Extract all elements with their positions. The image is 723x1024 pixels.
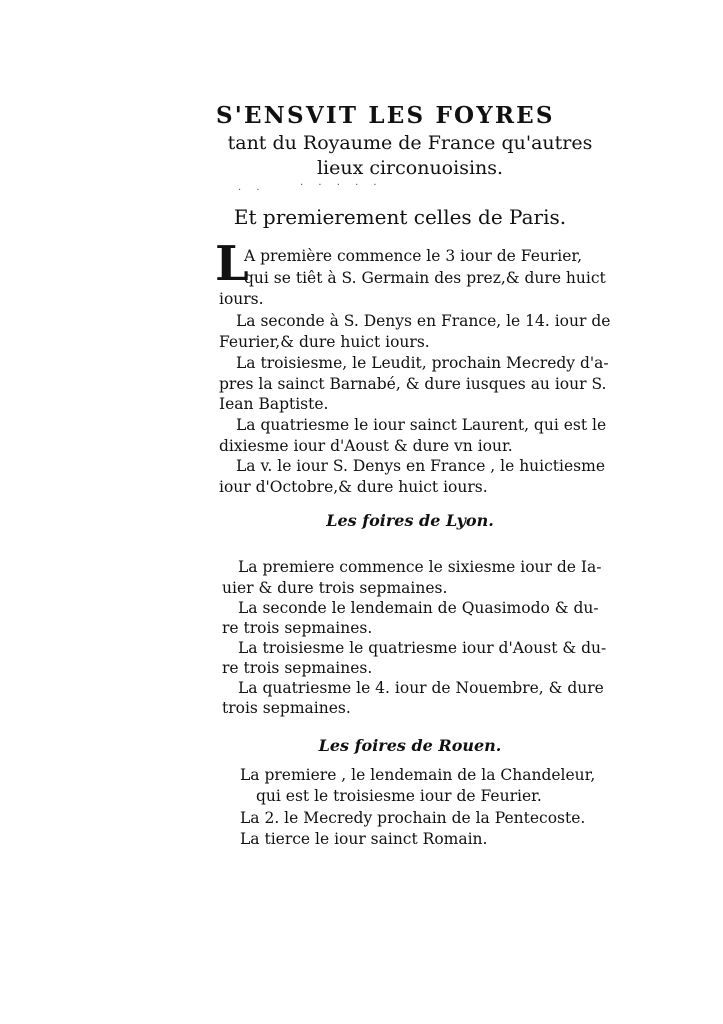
lyon-line: re trois sepmaines.	[222, 619, 373, 637]
paris-line: La seconde à S. Denys en France, le 14. iour de	[236, 312, 611, 330]
lyon-line: La premiere commence le sixiesme iour de Ia-	[238, 558, 602, 576]
paris-line: La quatriesme le iour sainct Laurent, qui est le	[236, 416, 607, 434]
lyon-line: La troisiesme le quatriesme iour d'Aoust & du-	[238, 639, 607, 657]
paris-line: pres la sainct Barnabé, & dure iusques au iour S.	[219, 375, 607, 393]
paris-line: La troisiesme, le Leudit, prochain Mecredy d'a-	[236, 354, 609, 372]
lyon-line: uier & dure trois sepmaines.	[222, 579, 448, 597]
section-heading-paris: Et premierement celles de Paris.	[233, 205, 567, 229]
paris-line: La v. le iour S. Denys en France , le huictiesme	[236, 457, 605, 475]
paris-line: dixiesme iour d'Aoust & dure vn iour.	[219, 437, 513, 455]
paris-line: iours.	[219, 290, 264, 308]
rouen-line: La tierce le iour sainct Romain.	[240, 830, 488, 848]
lyon-line: trois sepmaines.	[222, 699, 351, 717]
paris-line: Iean Baptiste.	[219, 395, 329, 413]
paris-line: qui se tiêt à S. Germain des prez,& dure huict	[244, 269, 606, 287]
paris-line: Feurier,& dure huict iours.	[219, 333, 430, 351]
rouen-line: La 2. le Mecredy prochain de la Pentecoste.	[240, 809, 586, 827]
lyon-line: La seconde le lendemain de Quasimodo & du-	[238, 599, 599, 617]
section-heading-lyon: Les foires de Lyon.	[326, 511, 494, 530]
document-subtitle-line-2: lieux circonuoisins.	[316, 157, 504, 179]
rouen-line: La premiere , le lendemain de la Chandeleur,	[240, 766, 596, 784]
lyon-line: re trois sepmaines.	[222, 659, 373, 677]
rouen-line: qui est le troisiesme iour de Feurier.	[256, 787, 542, 805]
lyon-line: La quatriesme le 4. iour de Nouembre, & dure	[238, 679, 604, 697]
section-heading-rouen: Les foires de Rouen.	[318, 736, 502, 755]
document-subtitle-line-1: tant du Royaume de France qu'autres	[227, 132, 593, 154]
paris-line: A première commence le 3 iour de Feurier,	[244, 247, 583, 265]
document-title: S'ENSVIT LES FOYRES	[216, 102, 555, 129]
drop-cap: L	[215, 236, 249, 292]
decorative-specks: · ·	[238, 185, 266, 196]
decorative-specks: · · · · ·	[300, 180, 383, 191]
paris-line: iour d'Octobre,& dure huict iours.	[219, 478, 488, 496]
